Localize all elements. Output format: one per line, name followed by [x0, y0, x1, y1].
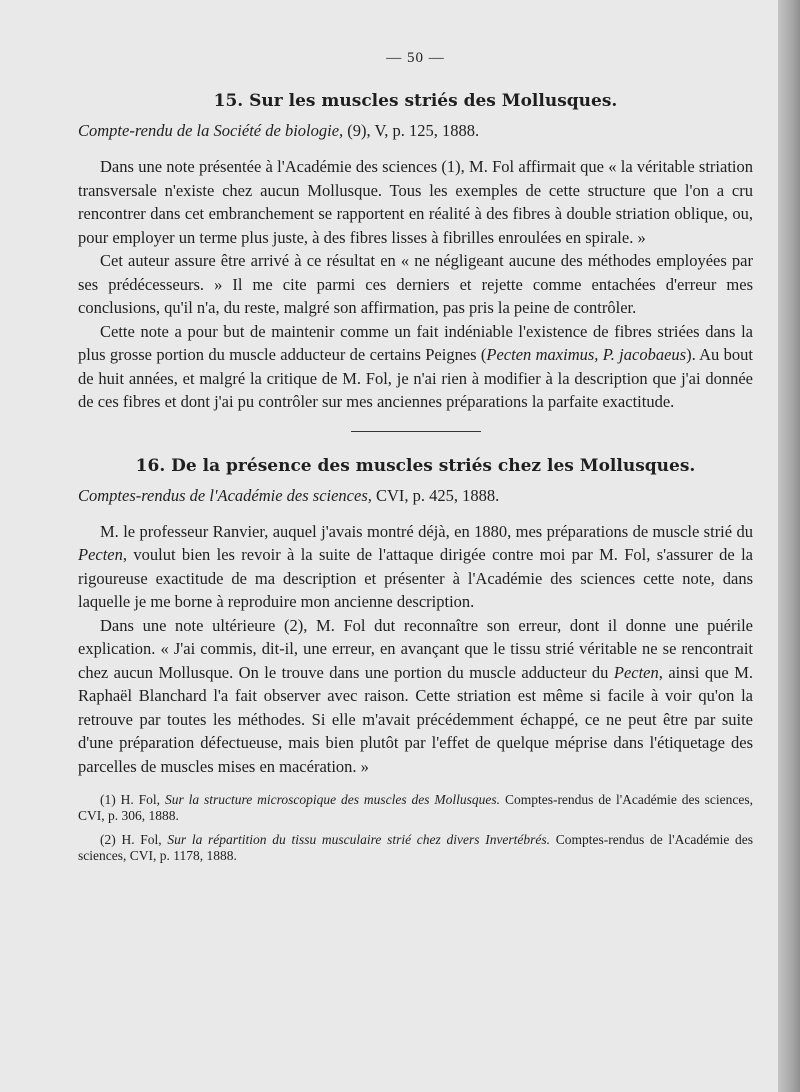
footnote-details: Comptes-rendus de l'Académie des sciences, CVI, p. 306, 1888.: [78, 792, 753, 823]
footnotes: [78, 792, 753, 864]
text-segment: , ainsi que M. Raphaël Blanchard l'a fait observer avec raison. Cette striation est même si facile à voir qu'on la retrouve par toutes les méthodes. Si elle m'avait précédemment échappé, ce ne peut être par suite d'une préparation défectueuse, mais bien plutôt par l'effet de quelque méprise dans l'étiquetage des parcelles de muscles mises en macération. »: [78, 662, 753, 776]
text-segment: , voulut bien les revoir à la suite de l'attaque dirigée contre moi par M. Fol, s'assurer de la rigoureuse exactitude de ma description et présenter à l'Académie des sciences cette note, dans laquelle je me borne à reproduire mon ancienne description.: [78, 545, 753, 611]
footnote-1: [78, 792, 753, 824]
article-15-source-journal: Compte-rendu de la Société de biologie,: [78, 121, 344, 140]
footnote-author: (2) H. Fol,: [100, 832, 168, 847]
article-15-paragraph-2: Cet auteur assure être arrivé à ce résultat en « ne négligeant aucune des méthodes employées par ses prédécesseurs. » Il me cite parmi ces derniers et rejette comme entachées d'erreur mes conclusions, qu'il n'a, du reste, malgré son affirmation, pas pris la peine de contrôler.: [78, 251, 753, 317]
genus-name: Pecten: [78, 545, 123, 564]
text-segment: Dans une note ultérieure (2), M. Fol dut reconnaître son erreur, dont il donne une puérile explication. « J'ai commis, dit-il, une erreur, en avançant que le tissu strié véritable ne se rencontrait chez aucun Mollusque. On le trouve dans une portion du muscle adducteur du: [78, 615, 753, 682]
article-16-paragraph-1: [78, 520, 753, 614]
text-segment: Cette note a pour but de maintenir comme un fait indéniable l'existence de fibres striées dans la plus grosse portion du muscle adducteur de certains Peignes (: [78, 321, 753, 364]
text-segment: M. le professeur Ranvier, auquel j'avais montré déjà, en 1880, mes préparations de muscle strié du: [100, 521, 753, 541]
article-15-paragraph-1: Dans une note présentée à l'Académie des sciences (1), M. Fol affirmait que « la véritable striation transversale n'existe chez aucun Mollusque. Tous les exemples de cette structure que l'on a cru rencontrer dans cet embranchement se rapportent en réalité à des fibres à double striation oblique, ou, pour employer un terme plus juste, à des fibres lisses à fibrilles enroulées en spirale. »: [78, 157, 753, 247]
footnote-title: Sur la structure microscopique des muscles des Mollusques.: [164, 792, 501, 807]
page-number: — 50 —: [386, 50, 445, 66]
article-16-title: 16. De la présence des muscles striés chez les Mollusques.: [135, 455, 696, 476]
article-16-paragraph-2: [78, 614, 753, 779]
article-16-source-details: CVI, p. 425, 1888.: [371, 485, 500, 505]
section-divider: [351, 431, 481, 432]
footnote-author: (1) H. Fol,: [100, 792, 165, 807]
species-names: Pecten maximus, P. jacobaeus: [486, 345, 687, 364]
page-content: [78, 50, 753, 872]
article-15-paragraph-3: [78, 320, 753, 414]
article-16-source: [78, 484, 753, 508]
footnote-2: [78, 832, 753, 864]
article-16-source-journal: Comptes-rendus de l'Académie des sciences,: [78, 485, 372, 505]
article-15-source-details: (9), V, p. 125, 1888.: [343, 121, 480, 140]
page-edge-shadow: [778, 0, 800, 1092]
text-segment: ). Au bout de huit années, et malgré la critique de M. Fol, je n'ai rien à modifier à la description que j'ai donnée de ces fibres et dont j'ai pu contrôler sur mes anciennes préparations la parfaite exactitude.: [78, 345, 753, 411]
footnote-details: Comptes-rendus de l'Académie des sciences, CVI, p. 1178, 1888.: [78, 832, 754, 863]
genus-name: Pecten: [613, 662, 659, 682]
footnote-title: Sur la répartition du tissu musculaire strié chez divers Invertébrés.: [167, 832, 551, 847]
article-15-title: 15. Sur les muscles striés des Mollusques.: [213, 91, 618, 111]
article-15-source: [78, 119, 753, 143]
